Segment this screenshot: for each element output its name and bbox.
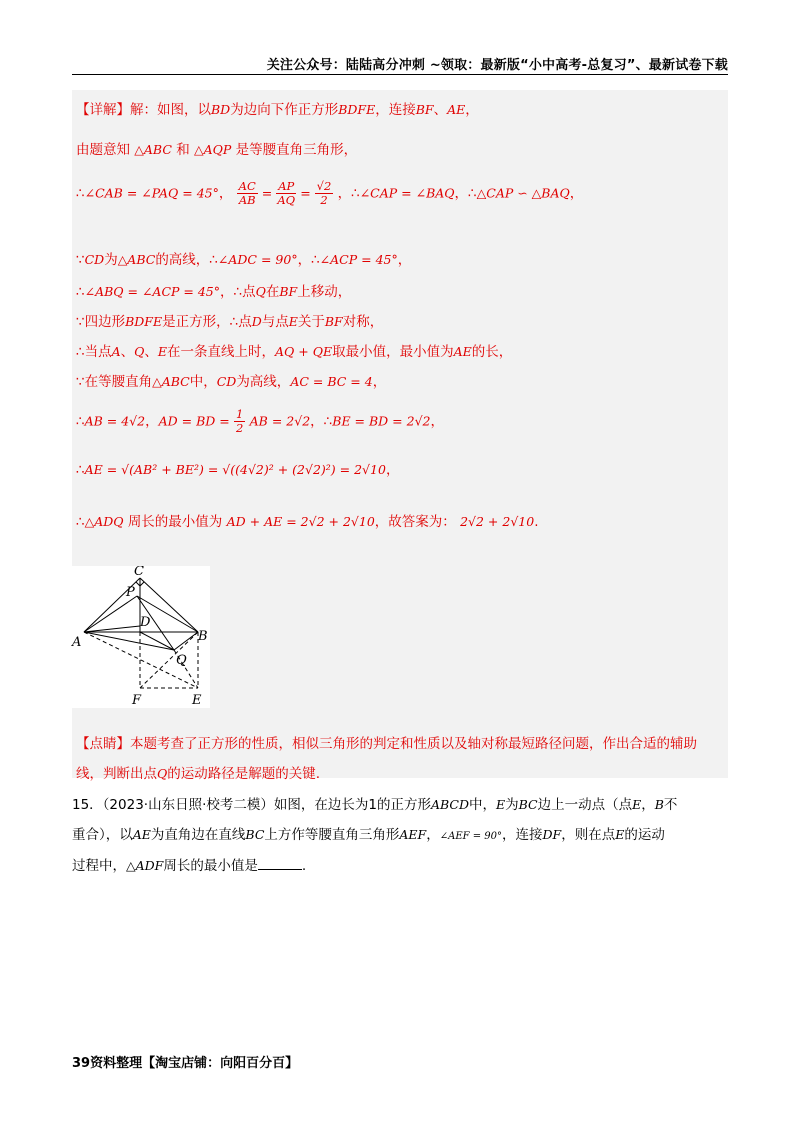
solution-line-5: ∴∠ABQ = ∠ACP = 45°，∴点Q在BF上移动，	[76, 284, 352, 300]
page-footer	[72, 1052, 298, 1071]
problem-line-3: 过程中，△ADF周长的最小值是 .	[72, 851, 728, 881]
header-rule	[72, 74, 728, 75]
solution-line-7: ∴当点A、Q、E在一条直线上时，AQ + QE取最小值，最小值为AE的长，	[76, 344, 513, 360]
fraction-root2-2: $\frac{√2}{2}$	[316, 179, 332, 207]
problem-line-2: 重合），以AE为直角边在直线BC上方作等腰直角三角形AEF，∠AEF = 90°，连接DF，则在点E的运动	[72, 827, 665, 843]
solution-line-1: 【详解】解：如图，以BD为边向下作正方形BDFE，连接BF、AE，	[76, 102, 479, 118]
answer-blank[interactable]	[258, 855, 302, 870]
footer-text: 资料整理【淘宝店铺：向阳百分百】	[90, 1056, 299, 1071]
label-c: C	[134, 566, 144, 579]
solution-line-6: ∵四边形BDFE是正方形，∴点D与点E关于BF对称，	[76, 314, 384, 330]
geometry-figure	[70, 566, 210, 708]
label-d: D	[140, 615, 151, 630]
fraction-ac-ab: $\frac{AC}{AB}$	[238, 179, 256, 207]
label-b: B	[198, 629, 208, 644]
label-a: A	[72, 635, 82, 650]
solution-line-8: ∵在等腰直角△ABC中，CD为高线，AC = BC = 4，	[76, 374, 387, 390]
label-p: P	[126, 585, 135, 600]
label-e: E	[192, 693, 202, 708]
solution-line-11: ∴△ADQ 周长的最小值为 AD + AE = 2√2 + 2√10，故答案为： 2√2 + 2√10.	[76, 514, 539, 530]
solution-line-3: ∴∠CAB = ∠PAQ = 45°， $\frac{AC}{AB}$ = $\frac{AP}{AQ}$ = $\frac{√2}{2}$ ，∴∠CAP = ∠BAQ，∴△CAP ∽ △BAQ，	[76, 179, 584, 207]
comment-line-2: 线，判断出点Q的运动路径是解题的关键.	[76, 766, 321, 782]
label-q: Q	[176, 653, 187, 668]
problem-15	[72, 790, 728, 881]
comment-tag: 【点睛】	[76, 736, 130, 752]
page-header: 关注公众号：陆陆高分冲刺 ~领取：最新版“小中高考-总复习”、最新试卷下载	[266, 58, 728, 73]
fraction-one-half: $\frac{1}{2}$	[236, 407, 244, 435]
solution-line-2: 由题意知 △ABC 和 △AQP 是等腰直角三角形，	[76, 142, 358, 158]
comment-line-1: 【点睛】本题考查了正方形的性质，相似三角形的判定和性质以及轴对称最短路径问题，作出合适的辅助	[76, 736, 697, 752]
solution-line-9: ∴AB = 4√2，AD = BD = $\frac{1}{2}$ AB = 2√2，∴BE = BD = 2√2，	[76, 407, 444, 435]
detail-tag: 【详解】	[76, 102, 130, 118]
solution-line-10: ∴AE = √(AB² + BE²) = √((4√2)² + (2√2)²) = 2√10，	[76, 462, 400, 478]
fraction-ap-aq: $\frac{AP}{AQ}$	[277, 179, 296, 207]
problem-line-1: 15．（2023·山东日照·校考二模）如图，在边长为1的正方形ABCD中，E为BC边上一动点（点E，B不	[72, 797, 678, 813]
label-f: F	[132, 693, 142, 708]
geometry-figure-svg	[70, 566, 210, 708]
solution-line-4: ∵CD为△ABC的高线，∴∠ADC = 90°，∴∠ACP = 45°，	[76, 252, 412, 268]
page-number: 39	[72, 1056, 91, 1071]
